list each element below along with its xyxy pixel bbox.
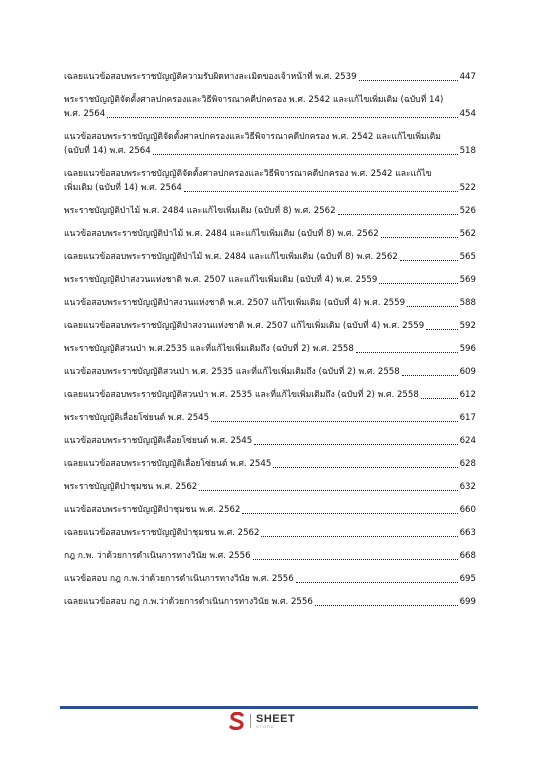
toc-entry-title: เฉลยแนวข้อสอบพระราชบัญญัติความรับผิดทางละเมิดของเจ้าหน้าที่ พ.ศ. 2539 <box>64 72 357 82</box>
toc-entry-page: 562 <box>459 229 476 239</box>
toc-entry-title: เฉลยแนวข้อสอบพระราชบัญญัติเลื่อยโซ่ยนต์ พ.ศ. 2545 <box>64 459 272 469</box>
toc-entry[interactable] <box>64 319 476 333</box>
toc-entry-title: พระราชบัญญัติป่าชุมชน พ.ศ. 2562 <box>64 482 198 492</box>
toc-entry-page: 592 <box>459 321 476 331</box>
toc-entry-title: แนวข้อสอบพระราชบัญญัติป่าสงวนแห่งชาติ พ.ศ. 2507 แก้ไขเพิ่มเติม (ฉบับที่ 4) พ.ศ. 2559 <box>64 298 406 308</box>
toc-entry-page: 617 <box>459 413 476 423</box>
toc-entry[interactable] <box>64 480 476 494</box>
dot-leader <box>381 237 458 238</box>
toc-entry-page: 632 <box>459 482 476 492</box>
toc-entry-title: แนวข้อสอบพระราชบัญญัติป่าไม้ พ.ศ. 2484 และแก้ไขเพิ่มเติม (ฉบับที่ 8) พ.ศ. 2562 <box>64 229 379 239</box>
toc-entry[interactable] <box>64 93 476 121</box>
toc-entry-title-cont: (ฉบับที่ 14) พ.ศ. 2564 <box>64 146 151 156</box>
toc-entry[interactable] <box>64 503 476 517</box>
toc-entry-title: แนวข้อสอบพระราชบัญญัติป่าชุมชน พ.ศ. 2562 <box>64 505 241 515</box>
toc-entry[interactable] <box>64 434 476 448</box>
toc-entry-title: พระราชบัญญัติเลื่อยโซ่ยนต์ พ.ศ. 2545 <box>64 413 210 423</box>
toc-entry[interactable] <box>64 457 476 471</box>
toc-entry[interactable] <box>64 204 476 218</box>
toc-entry-title: พระราชบัญญัติจัดตั้งศาลปกครองและวิธีพิจารณาคดีปกครอง พ.ศ. 2542 และแก้ไขเพิ่มเติม (ฉบับที่ 14) <box>64 95 444 105</box>
toc-entry-title: กฎ ก.พ. ว่าด้วยการดำเนินการทางวินัย พ.ศ. 2556 <box>64 551 251 561</box>
logo-wordmark <box>256 714 295 729</box>
dot-leader <box>359 80 458 81</box>
toc-entry-page: 628 <box>459 459 476 469</box>
toc-entry-title: เฉลยแนวข้อสอบพระราชบัญญัติจัดตั้งศาลปกครองและวิธีพิจารณาคดีปกครอง พ.ศ. 2542 และแก้ไข <box>64 169 432 179</box>
dot-leader <box>407 306 458 307</box>
toc-entry-title: เฉลยแนวข้อสอบพระราชบัญญัติป่าสงวนแห่งชาติ พ.ศ. 2507 แก้ไขเพิ่มเติม (ฉบับที่ 4) พ.ศ. 2559 <box>64 321 425 331</box>
dot-leader <box>356 352 458 353</box>
logo-text: SHEET <box>256 712 296 725</box>
toc-entry-title: พระราชบัญญัติป่าไม้ พ.ศ. 2484 และแก้ไขเพิ่มเติม (ฉบับที่ 8) พ.ศ. 2562 <box>64 206 336 216</box>
toc-entry[interactable] <box>64 572 476 586</box>
dot-leader <box>273 467 457 468</box>
toc-entry-title: เฉลยแนวข้อสอบพระราชบัญญัติป่าไม้ พ.ศ. 2484 และแก้ไขเพิ่มเติม (ฉบับที่ 8) พ.ศ. 2562 <box>64 252 398 262</box>
dot-leader <box>400 260 458 261</box>
toc-entry[interactable] <box>64 526 476 540</box>
toc-entry-page: 624 <box>459 436 476 446</box>
dot-leader <box>421 398 458 399</box>
toc-entry[interactable] <box>64 342 476 356</box>
logo-subtext: STORE <box>256 723 275 729</box>
toc-entry-page: 565 <box>459 252 476 262</box>
dot-leader <box>211 421 457 422</box>
toc-entry-title: เฉลยแนวข้อสอบพระราชบัญญัติสวนป่า พ.ศ. 2535 และที่แก้ไขเพิ่มเติมถึง (ฉบับที่ 2) พ.ศ. 2558 <box>64 390 419 400</box>
dot-leader <box>242 513 457 514</box>
toc-entry[interactable] <box>64 227 476 241</box>
toc-entry-page: 612 <box>459 390 476 400</box>
dot-leader <box>254 444 457 445</box>
s-logo-icon <box>229 712 245 730</box>
footer-divider <box>60 706 478 709</box>
toc-entry-page: 596 <box>459 344 476 354</box>
toc-entry[interactable] <box>64 411 476 425</box>
toc-entry[interactable] <box>64 296 476 310</box>
toc-entry-page: 609 <box>459 367 476 377</box>
toc-entry[interactable] <box>64 130 476 158</box>
dot-leader <box>402 375 458 376</box>
sheet-store-logo <box>229 712 295 730</box>
toc-entry-title: พระราชบัญญัติป่าสงวนแห่งชาติ พ.ศ. 2507 และแก้ไขเพิ่มเติม (ฉบับที่ 4) พ.ศ. 2559 <box>64 275 378 285</box>
toc-entry[interactable] <box>64 70 476 84</box>
table-of-contents <box>64 70 476 618</box>
toc-entry-page: 668 <box>459 551 476 561</box>
dot-leader <box>315 605 458 606</box>
toc-entry[interactable] <box>64 365 476 379</box>
dot-leader <box>338 214 458 215</box>
dot-leader <box>199 490 457 491</box>
toc-entry-title-cont: เพิ่มเติม (ฉบับที่ 14) พ.ศ. 2564 <box>64 183 182 193</box>
toc-entry-page: 699 <box>459 597 476 607</box>
toc-entry-title: แนวข้อสอบพระราชบัญญัติเลื่อยโซ่ยนต์ พ.ศ. 2545 <box>64 436 253 446</box>
toc-entry[interactable] <box>64 250 476 264</box>
logo-separator <box>250 714 251 728</box>
dot-leader <box>296 582 458 583</box>
toc-entry-page: 526 <box>459 206 476 216</box>
dot-leader <box>426 329 457 330</box>
dot-leader <box>184 191 458 192</box>
toc-entry-page: 660 <box>459 505 476 515</box>
toc-entry[interactable] <box>64 549 476 563</box>
toc-entry-title-cont: พ.ศ. 2564 <box>64 109 106 119</box>
toc-entry-page: 663 <box>459 528 476 538</box>
toc-entry[interactable] <box>64 595 476 609</box>
toc-entry-title: เฉลยแนวข้อสอบพระราชบัญญัติป่าชุมชน พ.ศ. 2562 <box>64 528 260 538</box>
toc-entry-title: พระราชบัญญัติสวนป่า พ.ศ.2535 และที่แก้ไขเพิ่มเติมถึง (ฉบับที่ 2) พ.ศ. 2558 <box>64 344 354 354</box>
toc-entry-page: 518 <box>459 146 476 156</box>
toc-entry-title: แนวข้อสอบ กฎ ก.พ.ว่าด้วยการดำเนินการทางวินัย พ.ศ. 2556 <box>64 574 294 584</box>
toc-entry-page: 569 <box>459 275 476 285</box>
toc-entry[interactable] <box>64 167 476 195</box>
toc-entry[interactable] <box>64 273 476 287</box>
toc-entry-title: แนวข้อสอบพระราชบัญญัติสวนป่า พ.ศ. 2535 และที่แก้ไขเพิ่มเติมถึง (ฉบับที่ 2) พ.ศ. 2558 <box>64 367 400 377</box>
toc-entry-title: เฉลยแนวข้อสอบ กฎ ก.พ.ว่าด้วยการดำเนินการทางวินัย พ.ศ. 2556 <box>64 597 313 607</box>
toc-entry-page: 447 <box>459 72 476 82</box>
toc-entry-page: 522 <box>459 183 476 193</box>
toc-entry-page: 454 <box>459 109 476 119</box>
toc-entry-page: 695 <box>459 574 476 584</box>
toc-entry[interactable] <box>64 388 476 402</box>
dot-leader <box>261 536 457 537</box>
dot-leader <box>107 117 457 118</box>
dot-leader <box>253 559 458 560</box>
toc-entry-page: 588 <box>459 298 476 308</box>
dot-leader <box>153 154 458 155</box>
toc-entry-title: แนวข้อสอบพระราชบัญญัติจัดตั้งศาลปกครองและวิธีพิจารณาคดีปกครอง พ.ศ. 2542 และแก้ไขเพิ่มเติม <box>64 132 441 142</box>
dot-leader <box>379 283 457 284</box>
